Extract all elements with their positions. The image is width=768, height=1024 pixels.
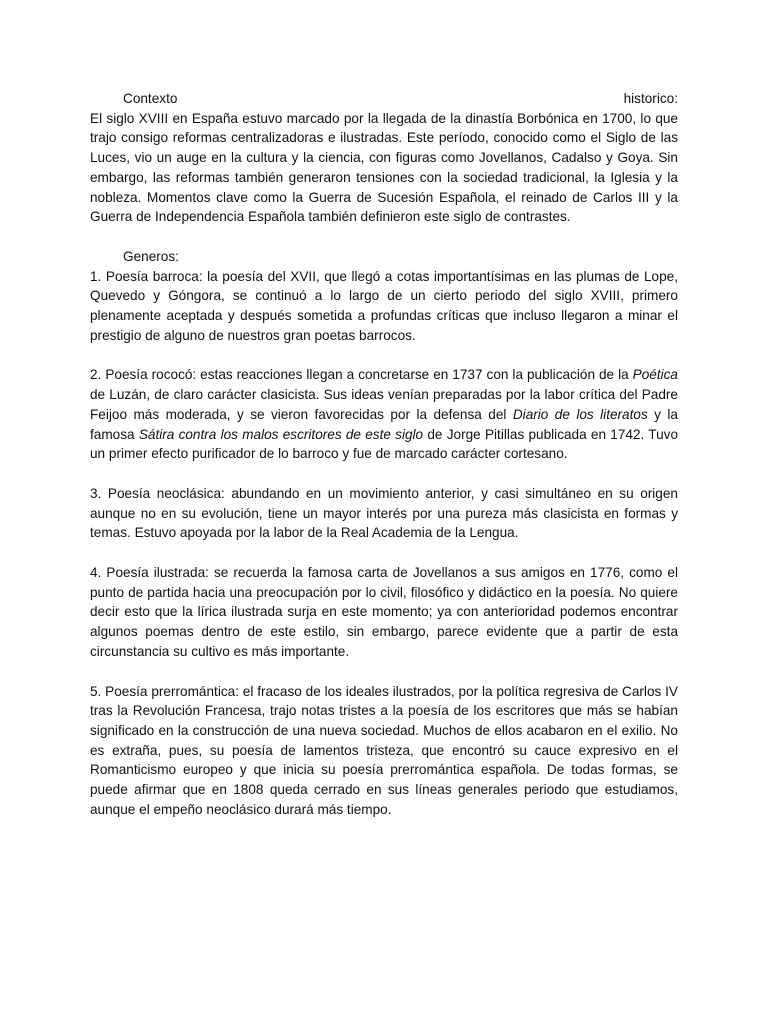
context-heading-left: Contexto — [123, 91, 178, 106]
rococo-text-3: y la famosa — [90, 406, 678, 442]
spacer — [90, 227, 678, 247]
generos-heading: Generos: — [123, 248, 179, 264]
genre-item-rococo — [90, 365, 678, 464]
context-paragraph: El siglo XVIII en España estuvo marcado por la llegada de la dinastía Borbónica en 1700, lo que trajo consigo reformas centralizadoras e ilustradas. Este período, conocido como el Siglo de las Luces, vio un auge en la cultura y la ciencia, con figuras como Jovellanos, Cadalso y Goya. Sin embargo, las reformas también generaron tensiones con la sociedad tradicional, la Iglesia y la nobleza. Momentos clave como la Guerra de Sucesión Española, el reinado de Carlos III y la Guerra de Independencia Española también definieron este siglo de contrastes. — [90, 110, 678, 225]
context-heading-right: historico: — [623, 91, 678, 106]
spacer — [90, 543, 678, 563]
genre-item-neoclasica: 3. Poesía neoclásica: abundando en un movimiento anterior, y casi simultáneo en su origen aunque no en su evolución, tiene un mayor interés por una pureza más clasicista en formas y temas. Estuvo apoyada por la labor de la Real Academia de la Lengua. — [90, 485, 678, 541]
rococo-text-4: de Jorge Pitillas publicada en 1742. Tuvo un primer efecto purificador de lo barroco y fue de marcado carácter cortesano. — [90, 426, 679, 462]
rococo-title-poetica: Poética — [632, 367, 678, 383]
genre-item-ilustrada: 4. Poesía ilustrada: se recuerda la famosa carta de Jovellanos a sus amigos en 1776, como el punto de partida hacia una preocupación por lo civil, filosófico y didáctico en la poesía. No quiere decir esto que la lírica ilustrada surja en este momento; ya con anterioridad podemos encontrar algunos poemas dentro de este estilo, sin embargo, parece evidente que a partir de esta circunstancia su cultivo es más importante. — [90, 565, 678, 659]
rococo-title-satira: Sátira contra los malos escritores de este siglo — [138, 426, 424, 442]
document-page — [90, 89, 678, 820]
rococo-text-1: 2. Poesía rococó: estas reacciones llegan a concretarse en 1737 con la publicación de la — [90, 367, 633, 383]
spacer — [90, 662, 678, 682]
context-heading — [90, 89, 678, 109]
spacer — [90, 345, 678, 365]
genre-item-barroca: 1. Poesía barroca: la poesía del XVII, que llegó a cotas importantísimas en las plumas de Lope, Quevedo y Góngora, se continuó a lo largo de un cierto periodo del siglo XVIII, primero plenamente aceptada y después sometida a profundas críticas que incluso llegaron a minar el prestigio de alguno de nuestros gran poetas barrocos. — [90, 268, 678, 343]
spacer — [90, 464, 678, 484]
rococo-title-diario: Diario de los literatos — [512, 406, 648, 422]
rococo-text-2: de Luzán, de claro carácter clasicista. Sus ideas venían preparadas por la labor crítica del Padre Feijoo más moderada, y se vieron favorecidas por la defensa del — [90, 387, 678, 422]
genre-item-prerromantica: 5. Poesía prerromántica: el fracaso de los ideales ilustrados, por la política regresiva de Carlos IV tras la Revolución Francesa, trajo notas tristes a la poesía de los escritores que más se habían significado en la construcción de una nueva sociedad. Muchos de ellos acabaron en el exilio. No es extraña, pues, su poesía de lamentos tristeza, que encontró su cauce expresivo en el Romanticismo europeo y que inicia su poesía prerromántica española. De todas formas, se puede afirmar que en 1808 queda cerrado en sus líneas generales periodo que estudiamos, aunque el empeño neoclásico durará más tiempo. — [90, 683, 678, 817]
